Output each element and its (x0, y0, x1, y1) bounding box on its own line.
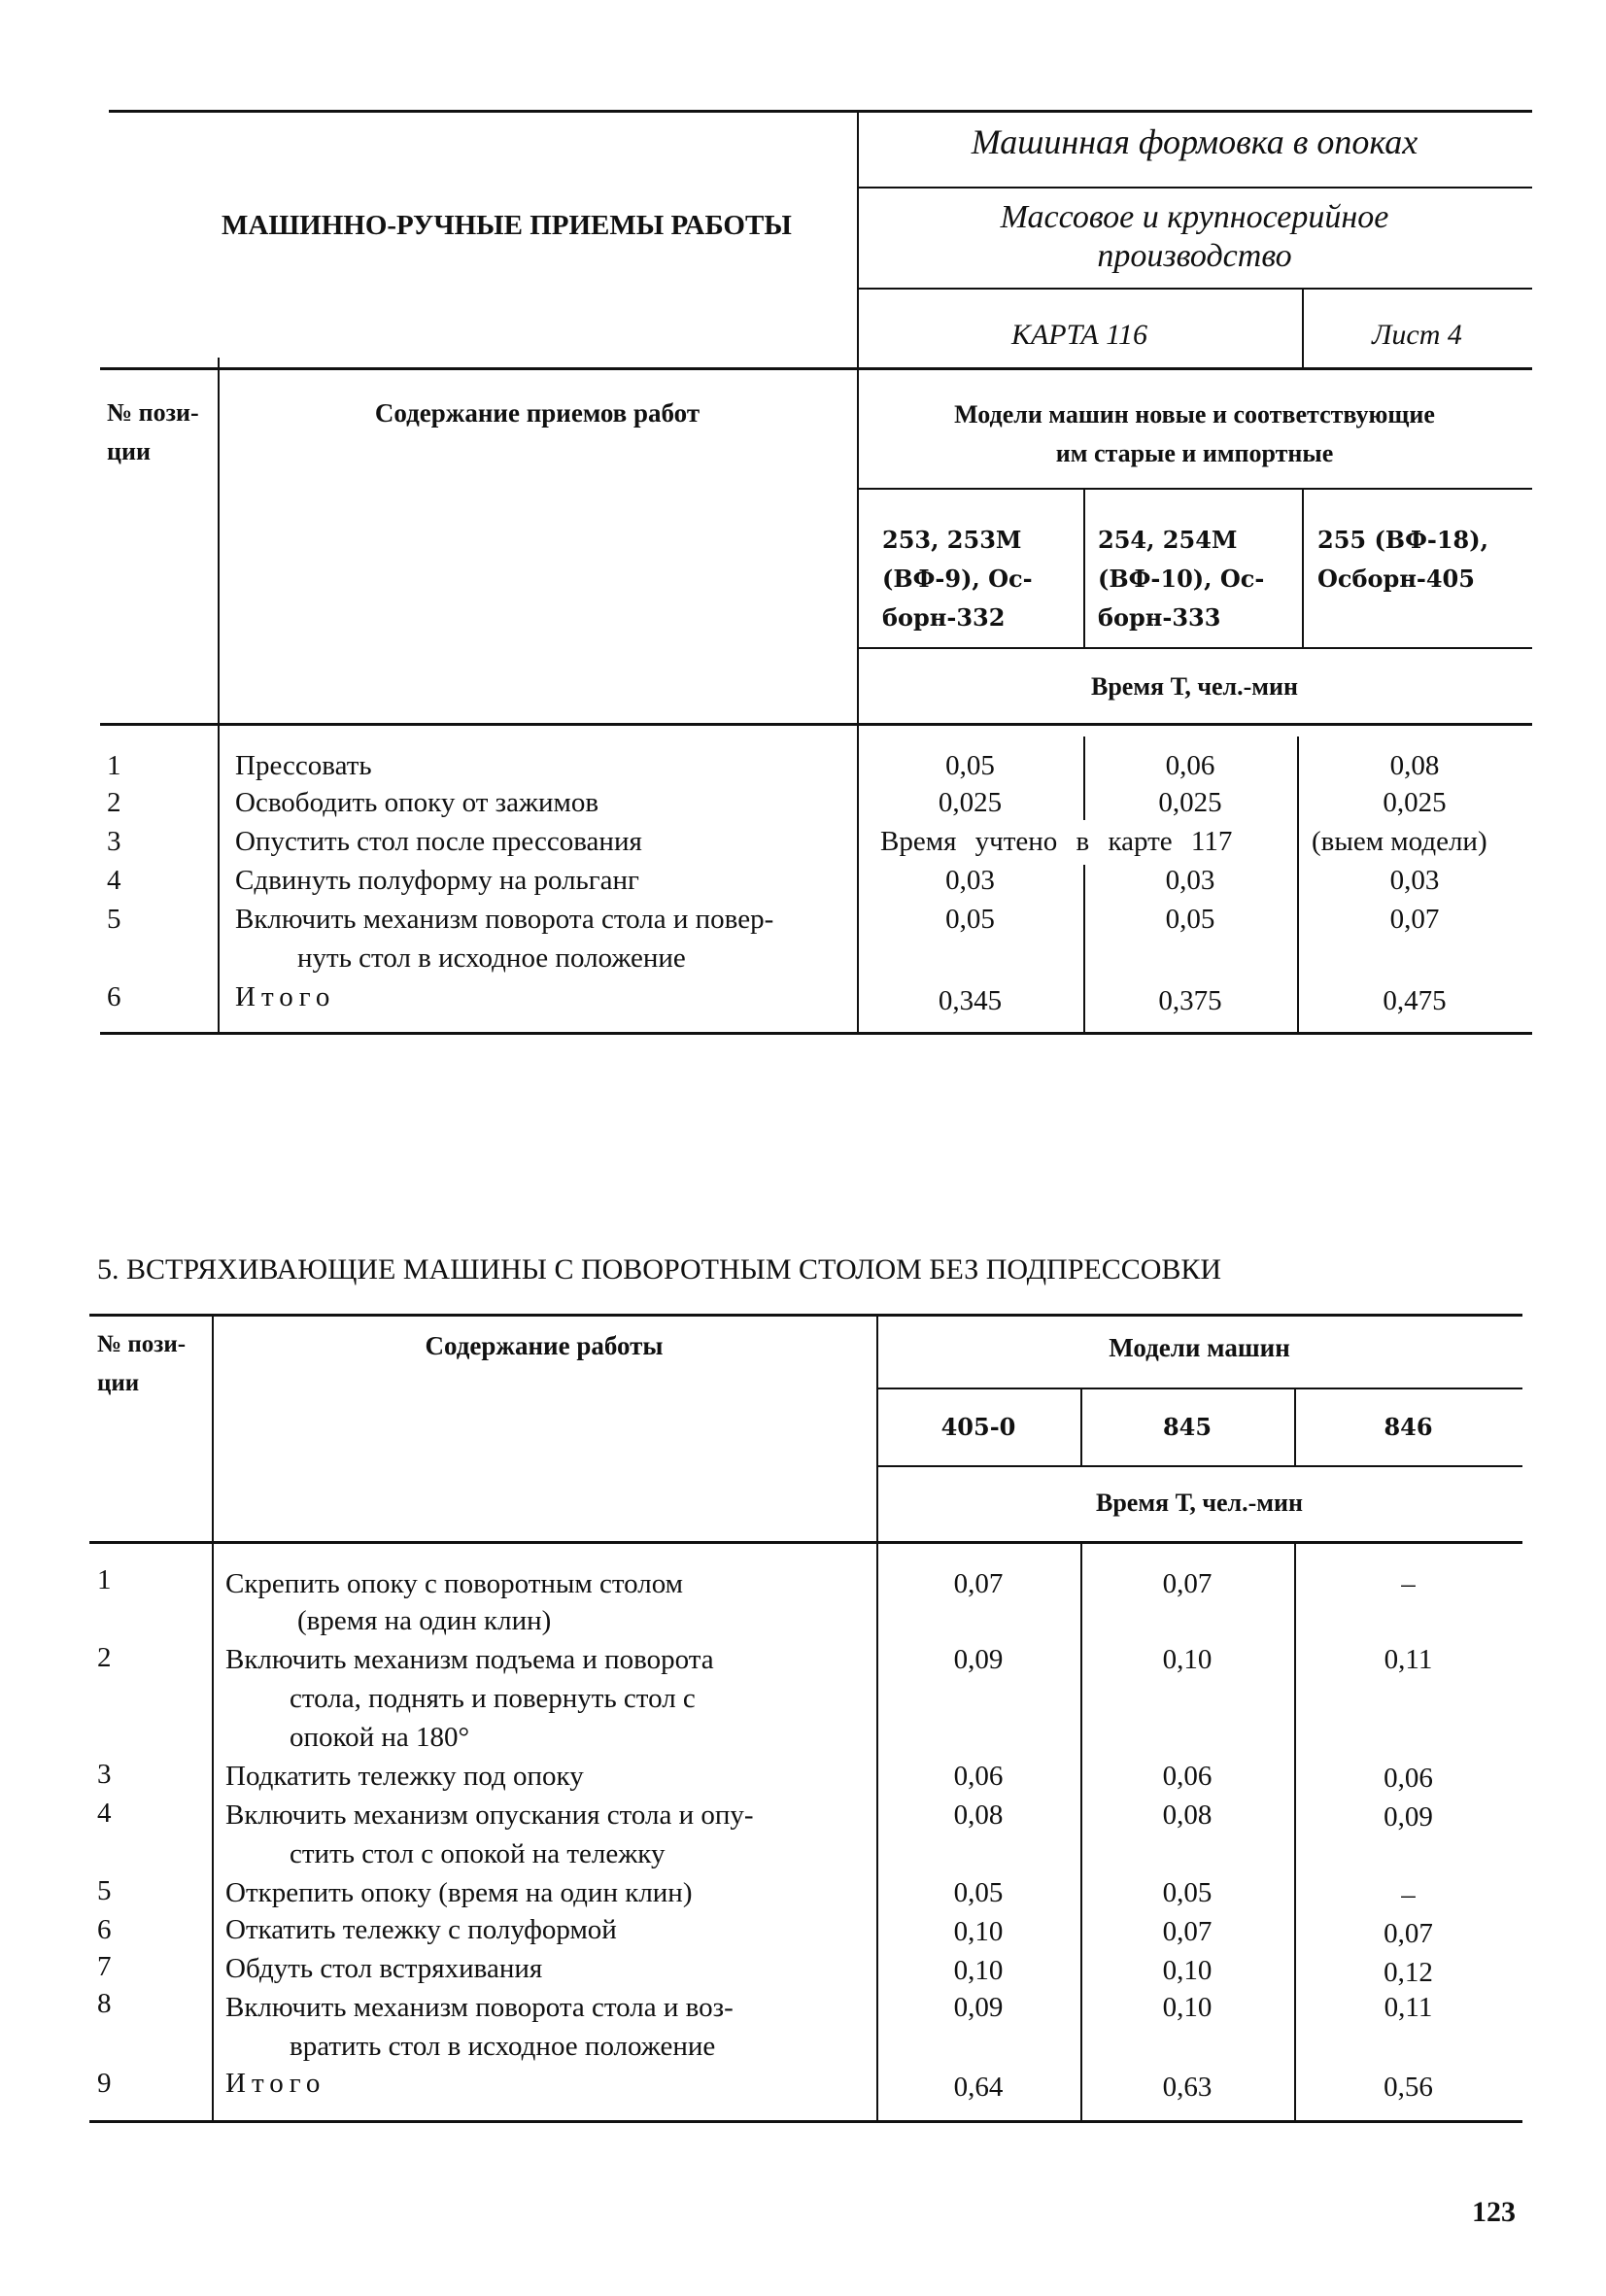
row-value: 0,08 (1389, 750, 1440, 781)
model-line: 254, 254М (1098, 526, 1238, 554)
row-value: 0,08 (1162, 1799, 1213, 1831)
rule (1302, 488, 1304, 647)
models-header-line1: Модели машин новые и соответствующие (954, 400, 1435, 428)
card-number: КАРТА 116 (1011, 319, 1147, 351)
row-number: 5 (107, 904, 121, 935)
rule (1083, 488, 1085, 647)
row-number: 3 (107, 826, 121, 857)
row-value: 0,11 (1384, 1644, 1433, 1675)
rule (89, 1314, 1522, 1317)
row-value: 0,07 (1162, 1916, 1213, 1947)
row-number: 9 (97, 2068, 112, 2099)
row-text-total: Итого (235, 981, 336, 1012)
rule (89, 2120, 1522, 2123)
row-number: 6 (97, 1914, 112, 1945)
time-label: Время Т, чел.-мин (1096, 1489, 1303, 1517)
model-line: борн-333 (1098, 603, 1221, 632)
rule (876, 1465, 1522, 1467)
model-line: борн-332 (882, 603, 1006, 632)
rule (857, 647, 1532, 649)
rule (100, 367, 1532, 370)
models-header: Модели машин (1109, 1333, 1290, 1362)
row-value: 0,05 (1165, 904, 1215, 935)
table-title: МАШИННО-РУЧНЫЕ ПРИЕМЫ РАБОТЫ (222, 210, 792, 241)
row-value: 0,03 (945, 865, 995, 896)
rule (876, 1388, 1522, 1389)
row-text: Включить механизм опускания стола и опу- (225, 1799, 754, 1831)
row-number: 4 (107, 865, 121, 896)
rule (89, 1541, 1522, 1544)
row-value: 0,10 (953, 1955, 1004, 1986)
row-value: 0,07 (953, 1568, 1004, 1599)
row-value: 0,05 (1162, 1877, 1213, 1908)
row-number: 5 (97, 1875, 112, 1906)
row-note: Время учтено в карте 117 (880, 826, 1233, 857)
row-value: 0,56 (1384, 2072, 1433, 2103)
row-text-continued: нуть стол в исходное положение (297, 942, 686, 974)
row-text: Скрепить опоку с поворотным столом (225, 1568, 684, 1599)
row-value: 0,09 (953, 1992, 1004, 2023)
col-position-line1: № пози- (97, 1331, 187, 1357)
row-text: Прессовать (235, 750, 372, 781)
row-value: 0,05 (945, 750, 995, 781)
model-col-2 (1098, 521, 1264, 637)
model-2: 845 (1162, 1413, 1213, 1441)
row-text-continued: вратить стол в исходное положение (290, 2031, 716, 2062)
model-line: 255 (ВФ-18), (1317, 526, 1488, 554)
row-text: Подкатить тележку под опоку (225, 1761, 584, 1792)
row-value: 0,06 (1384, 1763, 1433, 1794)
row-value: 0,64 (953, 2072, 1004, 2103)
model-1: 405-0 (940, 1413, 1016, 1441)
row-text: Опустить стол после прессования (235, 826, 642, 857)
row-text-total: Итого (225, 2068, 326, 2099)
row-value: 0,09 (1384, 1801, 1433, 1833)
row-text: Сдвинуть полуформу на рольганг (235, 865, 639, 896)
row-value: 0,63 (1162, 2072, 1213, 2103)
col-content: Содержание приемов работ (374, 398, 700, 428)
row-value: 0,06 (953, 1761, 1004, 1792)
row-text: Включить механизм поворота стола и повер- (235, 904, 774, 935)
row-number: 7 (97, 1951, 112, 1982)
row-text: Открепить опоку (время на один клин) (225, 1877, 693, 1908)
sheet-number: Лист 4 (1372, 319, 1462, 351)
row-value: 0,475 (1383, 985, 1447, 1016)
row-text: Обдуть стол встряхивания (225, 1953, 543, 1984)
row-text: Включить механизм подъема и поворота (225, 1644, 714, 1675)
row-value: 0,06 (1165, 750, 1215, 781)
row-text-continued: (время на один клин) (297, 1605, 552, 1636)
rule (212, 1314, 214, 2122)
row-value: 0,10 (1162, 1992, 1213, 2023)
col-content: Содержание работы (425, 1331, 664, 1360)
row-value: 0,05 (953, 1877, 1004, 1908)
header-top: Машинная формовка в опоках (971, 122, 1418, 161)
col-position-line2: ции (107, 437, 151, 465)
model-line: 253, 253М (882, 526, 1022, 554)
model-3: 846 (1384, 1413, 1433, 1441)
model-col-1 (882, 521, 1033, 637)
row-value: 0,05 (945, 904, 995, 935)
rule (218, 358, 220, 1034)
row-text: Включить механизм поворота стола и воз- (225, 1992, 734, 2023)
rule (857, 288, 1532, 290)
row-value: 0,025 (1383, 787, 1447, 818)
row-value: – (1401, 1879, 1416, 1910)
row-value: 0,375 (1158, 985, 1222, 1016)
row-number: 2 (107, 787, 121, 818)
row-value: 0,07 (1389, 904, 1440, 935)
row-text-continued: опокой на 180° (290, 1722, 470, 1753)
row-value: 0,11 (1384, 1992, 1433, 2023)
page-number: 123 (1472, 2196, 1516, 2228)
row-value: 0,09 (953, 1644, 1004, 1675)
row-value: 0,025 (1158, 787, 1222, 818)
row-text-continued: стить стол с опокой на тележку (290, 1838, 666, 1869)
row-value: 0,025 (938, 787, 1003, 818)
row-text: Откатить тележку с полуформой (225, 1914, 617, 1945)
row-value: 0,03 (1165, 865, 1215, 896)
rule (857, 187, 1532, 188)
row-value: 0,10 (953, 1916, 1004, 1947)
row-value: 0,07 (1384, 1918, 1433, 1949)
row-number: 8 (97, 1988, 112, 2019)
model-col-3 (1317, 521, 1488, 599)
row-number: 2 (97, 1642, 112, 1673)
rule (100, 1032, 1532, 1035)
row-number: 3 (97, 1759, 112, 1790)
row-value: 0,12 (1384, 1957, 1433, 1988)
header-mid-line2: производство (1097, 238, 1292, 274)
col-position-line1: № пози- (107, 398, 199, 427)
col-position-line2: ции (97, 1370, 140, 1396)
rule (109, 110, 1532, 113)
row-value: (выем модели) (1312, 826, 1487, 857)
rule (100, 723, 1532, 726)
row-value: 0,07 (1162, 1568, 1213, 1599)
row-value: 0,10 (1162, 1644, 1213, 1675)
row-text: Освободить опоку от зажимов (235, 787, 599, 818)
header-mid-line1: Массовое и крупносерийное (1000, 199, 1389, 235)
row-value: 0,03 (1389, 865, 1440, 896)
row-value: 0,08 (953, 1799, 1004, 1831)
rule (857, 488, 1532, 490)
row-number: 1 (97, 1564, 112, 1595)
model-line: (ВФ-10), Ос- (1098, 565, 1265, 593)
model-line: (ВФ-9), Ос- (882, 565, 1033, 593)
row-number: 6 (107, 981, 121, 1012)
row-number: 1 (107, 750, 121, 781)
row-value: 0,10 (1162, 1955, 1213, 1986)
time-label: Время Т, чел.-мин (1091, 672, 1298, 701)
row-value: 0,345 (938, 985, 1003, 1016)
row-value: – (1401, 1568, 1416, 1599)
row-text-continued: стола, поднять и повернуть стол с (290, 1683, 696, 1714)
model-line: Осборн-405 (1317, 565, 1475, 593)
row-value: 0,06 (1162, 1761, 1213, 1792)
section-title: 5. ВСТРЯХИВАЮЩИЕ МАШИНЫ С ПОВОРОТНЫМ СТОЛОМ БЕЗ ПОДПРЕССОВКИ (97, 1253, 1222, 1285)
row-number: 4 (97, 1798, 112, 1829)
models-header-line2: им старые и импортные (1055, 439, 1334, 467)
